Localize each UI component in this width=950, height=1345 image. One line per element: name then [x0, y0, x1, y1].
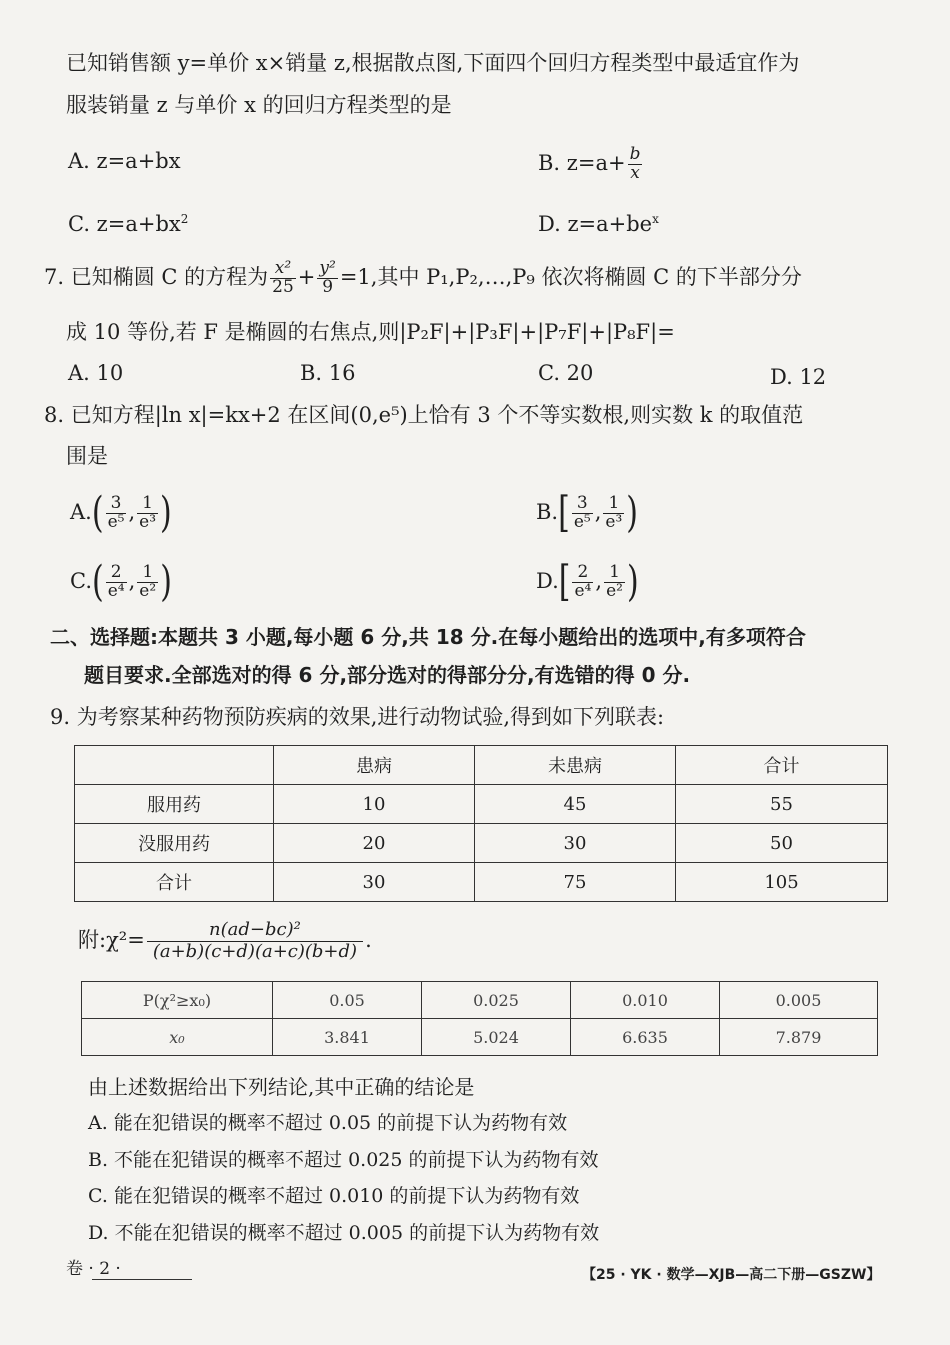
q9-option-a: A. 能在犯错误的概率不超过 0.05 的前提下认为药物有效: [88, 1112, 568, 1134]
q6-option-c: [68, 204, 188, 239]
formula-num: n(ad−bc)²: [147, 920, 363, 942]
q7-f1-den: 25: [272, 276, 294, 297]
q7-f2-den: 9: [322, 276, 334, 297]
q6-option-a: A. z=a+bx: [68, 149, 181, 173]
q8-d-n1: 2: [572, 564, 593, 583]
q7-f2-num: y²: [319, 258, 336, 278]
q8-option-b: B.[ $\frac{3}{\text{e⁵}}$ , $\frac{1}{\text{e³}}$ ): [536, 488, 639, 538]
critical-value-table: [81, 981, 878, 1056]
table-cell: 75: [475, 863, 676, 902]
q8-d-d1: e⁴: [574, 581, 592, 601]
q7-suffix: =1,其中 P₁,P₂,…,P₉ 依次将椭圆 C 的下半部分分: [339, 264, 802, 289]
q8-c-n1: 2: [106, 564, 127, 583]
q8-b-frac1: [572, 495, 593, 532]
formula-prefix: 附:χ²=: [78, 928, 145, 952]
q6-option-d-sup: x: [652, 212, 659, 226]
table-row: [75, 746, 888, 785]
table-cell: 0.010: [571, 982, 720, 1019]
table-cell: [75, 746, 274, 785]
table-row: [75, 824, 888, 863]
q9-option-b: B. 不能在犯错误的概率不超过 0.025 的前提下认为药物有效: [88, 1149, 599, 1171]
table-row: [82, 982, 878, 1019]
q8-a-d2: e³: [139, 512, 157, 532]
q6-option-d-prefix: D. z=a+be: [538, 212, 653, 236]
q7-option-d: D. 12: [770, 365, 827, 389]
q6-option-d: [538, 204, 659, 239]
q8-b-n2: 1: [603, 495, 624, 514]
q7-option-a: A. 10: [68, 361, 124, 385]
q8-d-label: D.: [536, 569, 559, 593]
q8-c-d1: e⁴: [107, 581, 125, 601]
table-cell: 45: [475, 785, 676, 824]
table-cell: x₀: [82, 1019, 273, 1056]
q7-fraction-2: [317, 260, 337, 297]
q6-option-c-sup: 2: [180, 212, 189, 226]
table-row: [82, 1019, 878, 1056]
q6-option-b: [538, 146, 644, 183]
formula-fraction: [147, 920, 363, 963]
q6-line1: 已知销售额 y=单价 x×销量 z,根据散点图,下面四个回归方程类型中最适宜作为: [66, 51, 800, 75]
page-number: 卷 · 2 ·: [66, 1259, 121, 1279]
q8-b-frac2: [603, 495, 624, 532]
q7-option-b: B. 16: [300, 361, 356, 385]
q8-d-frac2: [604, 564, 625, 601]
q8-b-label: B.: [536, 500, 559, 524]
table-row: [75, 863, 888, 902]
q7-line2: 成 10 等份,若 F 是椭圆的右焦点,则|P₂F|+|P₃F|+|P₇F|+|P₈F|=: [66, 320, 675, 344]
table-header: 合计: [676, 746, 888, 785]
formula-den: (a+b)(c+d)(a+c)(b+d): [152, 941, 358, 962]
table-header: 未患病: [475, 746, 676, 785]
q8-option-d: D.[ $\frac{2}{\text{e⁴}}$ , $\frac{1}{\text{e²}}$ ): [536, 557, 639, 607]
q9-option-d: D. 不能在犯错误的概率不超过 0.005 的前提下认为药物有效: [88, 1222, 600, 1244]
q8-c-n2: 1: [137, 564, 158, 583]
q9-question: 由上述数据给出下列结论,其中正确的结论是: [88, 1075, 475, 1099]
q6-option-b-fraction: [628, 146, 643, 183]
q7-prefix: 7. 已知椭圆 C 的方程为: [44, 264, 269, 289]
table-cell: 没服用药: [75, 824, 274, 863]
q8-c-label: C.: [70, 569, 92, 593]
section2-heading-line1: 二、选择题:本题共 3 小题,每小题 6 分,共 18 分.在每小题给出的选项中,有多项符合: [50, 625, 806, 649]
q8-a-n2: 1: [137, 495, 158, 514]
q8-line2: 围是: [66, 444, 108, 468]
q8-a-n1: 3: [106, 495, 127, 514]
table-cell: 105: [676, 863, 888, 902]
q7-plus: +: [297, 264, 316, 289]
q7-line1: [44, 260, 802, 297]
q6-option-c-prefix: C. z=a+bx: [68, 212, 181, 236]
table-cell: 55: [676, 785, 888, 824]
q6-option-b-num: b: [629, 144, 641, 164]
table-cell: 0.05: [273, 982, 422, 1019]
table-cell: 7.879: [720, 1019, 878, 1056]
q9-intro: 9. 为考察某种药物预防疾病的效果,进行动物试验,得到如下列联表:: [50, 705, 665, 729]
table-cell: 20: [274, 824, 475, 863]
table-header: 患病: [274, 746, 475, 785]
table-cell: P(χ²≥x₀): [82, 982, 273, 1019]
table-cell: 30: [274, 863, 475, 902]
table-cell: 0.005: [720, 982, 878, 1019]
q6-option-b-prefix: B. z=a+: [538, 150, 626, 175]
table-cell: 10: [274, 785, 475, 824]
q8-option-c: C.( $\frac{2}{\text{e⁴}}$ , $\frac{1}{\text{e²}}$ ): [70, 557, 172, 607]
contingency-table: [74, 745, 888, 902]
exam-code: 【25 · YK · 数学—XJB—高二下册—GSZW】: [582, 1267, 881, 1283]
q9-option-c: C. 能在犯错误的概率不超过 0.010 的前提下认为药物有效: [88, 1185, 580, 1207]
q8-a-label: A.: [70, 500, 92, 524]
q7-fraction-1: [270, 260, 296, 297]
q6-line2: 服装销量 z 与单价 x 的回归方程类型的是: [66, 93, 452, 117]
q8-a-d1: e⁵: [107, 512, 125, 532]
q8-a-frac2: [137, 495, 158, 532]
q8-a-frac1: [106, 495, 127, 532]
table-cell: 0.025: [422, 982, 571, 1019]
chi-square-formula: [78, 918, 372, 963]
q7-option-c: C. 20: [538, 361, 594, 385]
section2-heading-line2: 题目要求.全部选对的得 6 分,部分选对的得部分分,有选错的得 0 分.: [84, 663, 691, 687]
q8-line1: 8. 已知方程|ln x|=kx+2 在区间(0,e⁵)上恰有 3 个不等实数根,则实数 k 的取值范: [44, 403, 804, 427]
table-row: [75, 785, 888, 824]
formula-suffix: .: [365, 928, 372, 952]
q8-d-n2: 1: [604, 564, 625, 583]
table-cell: 30: [475, 824, 676, 863]
q8-b-n1: 3: [572, 495, 593, 514]
table-cell: 50: [676, 824, 888, 863]
q8-c-frac1: [106, 564, 127, 601]
q6-option-b-den: x: [630, 162, 640, 183]
footer-underline: [92, 1279, 192, 1280]
q8-b-d1: e⁵: [573, 512, 591, 532]
q8-option-a: A.( $\frac{3}{\text{e⁵}}$ , $\frac{1}{\text{e³}}$ ): [70, 488, 172, 538]
q8-d-d2: e²: [606, 581, 623, 601]
table-cell: 合计: [75, 863, 274, 902]
q8-c-frac2: [137, 564, 158, 601]
q7-f1-num: x²: [270, 260, 296, 279]
table-cell: 6.635: [571, 1019, 720, 1056]
q8-c-d2: e²: [139, 581, 157, 601]
table-cell: 服用药: [75, 785, 274, 824]
q8-b-d2: e³: [605, 512, 623, 532]
q8-d-frac1: [572, 564, 593, 601]
table-cell: 5.024: [422, 1019, 571, 1056]
table-cell: 3.841: [273, 1019, 422, 1056]
